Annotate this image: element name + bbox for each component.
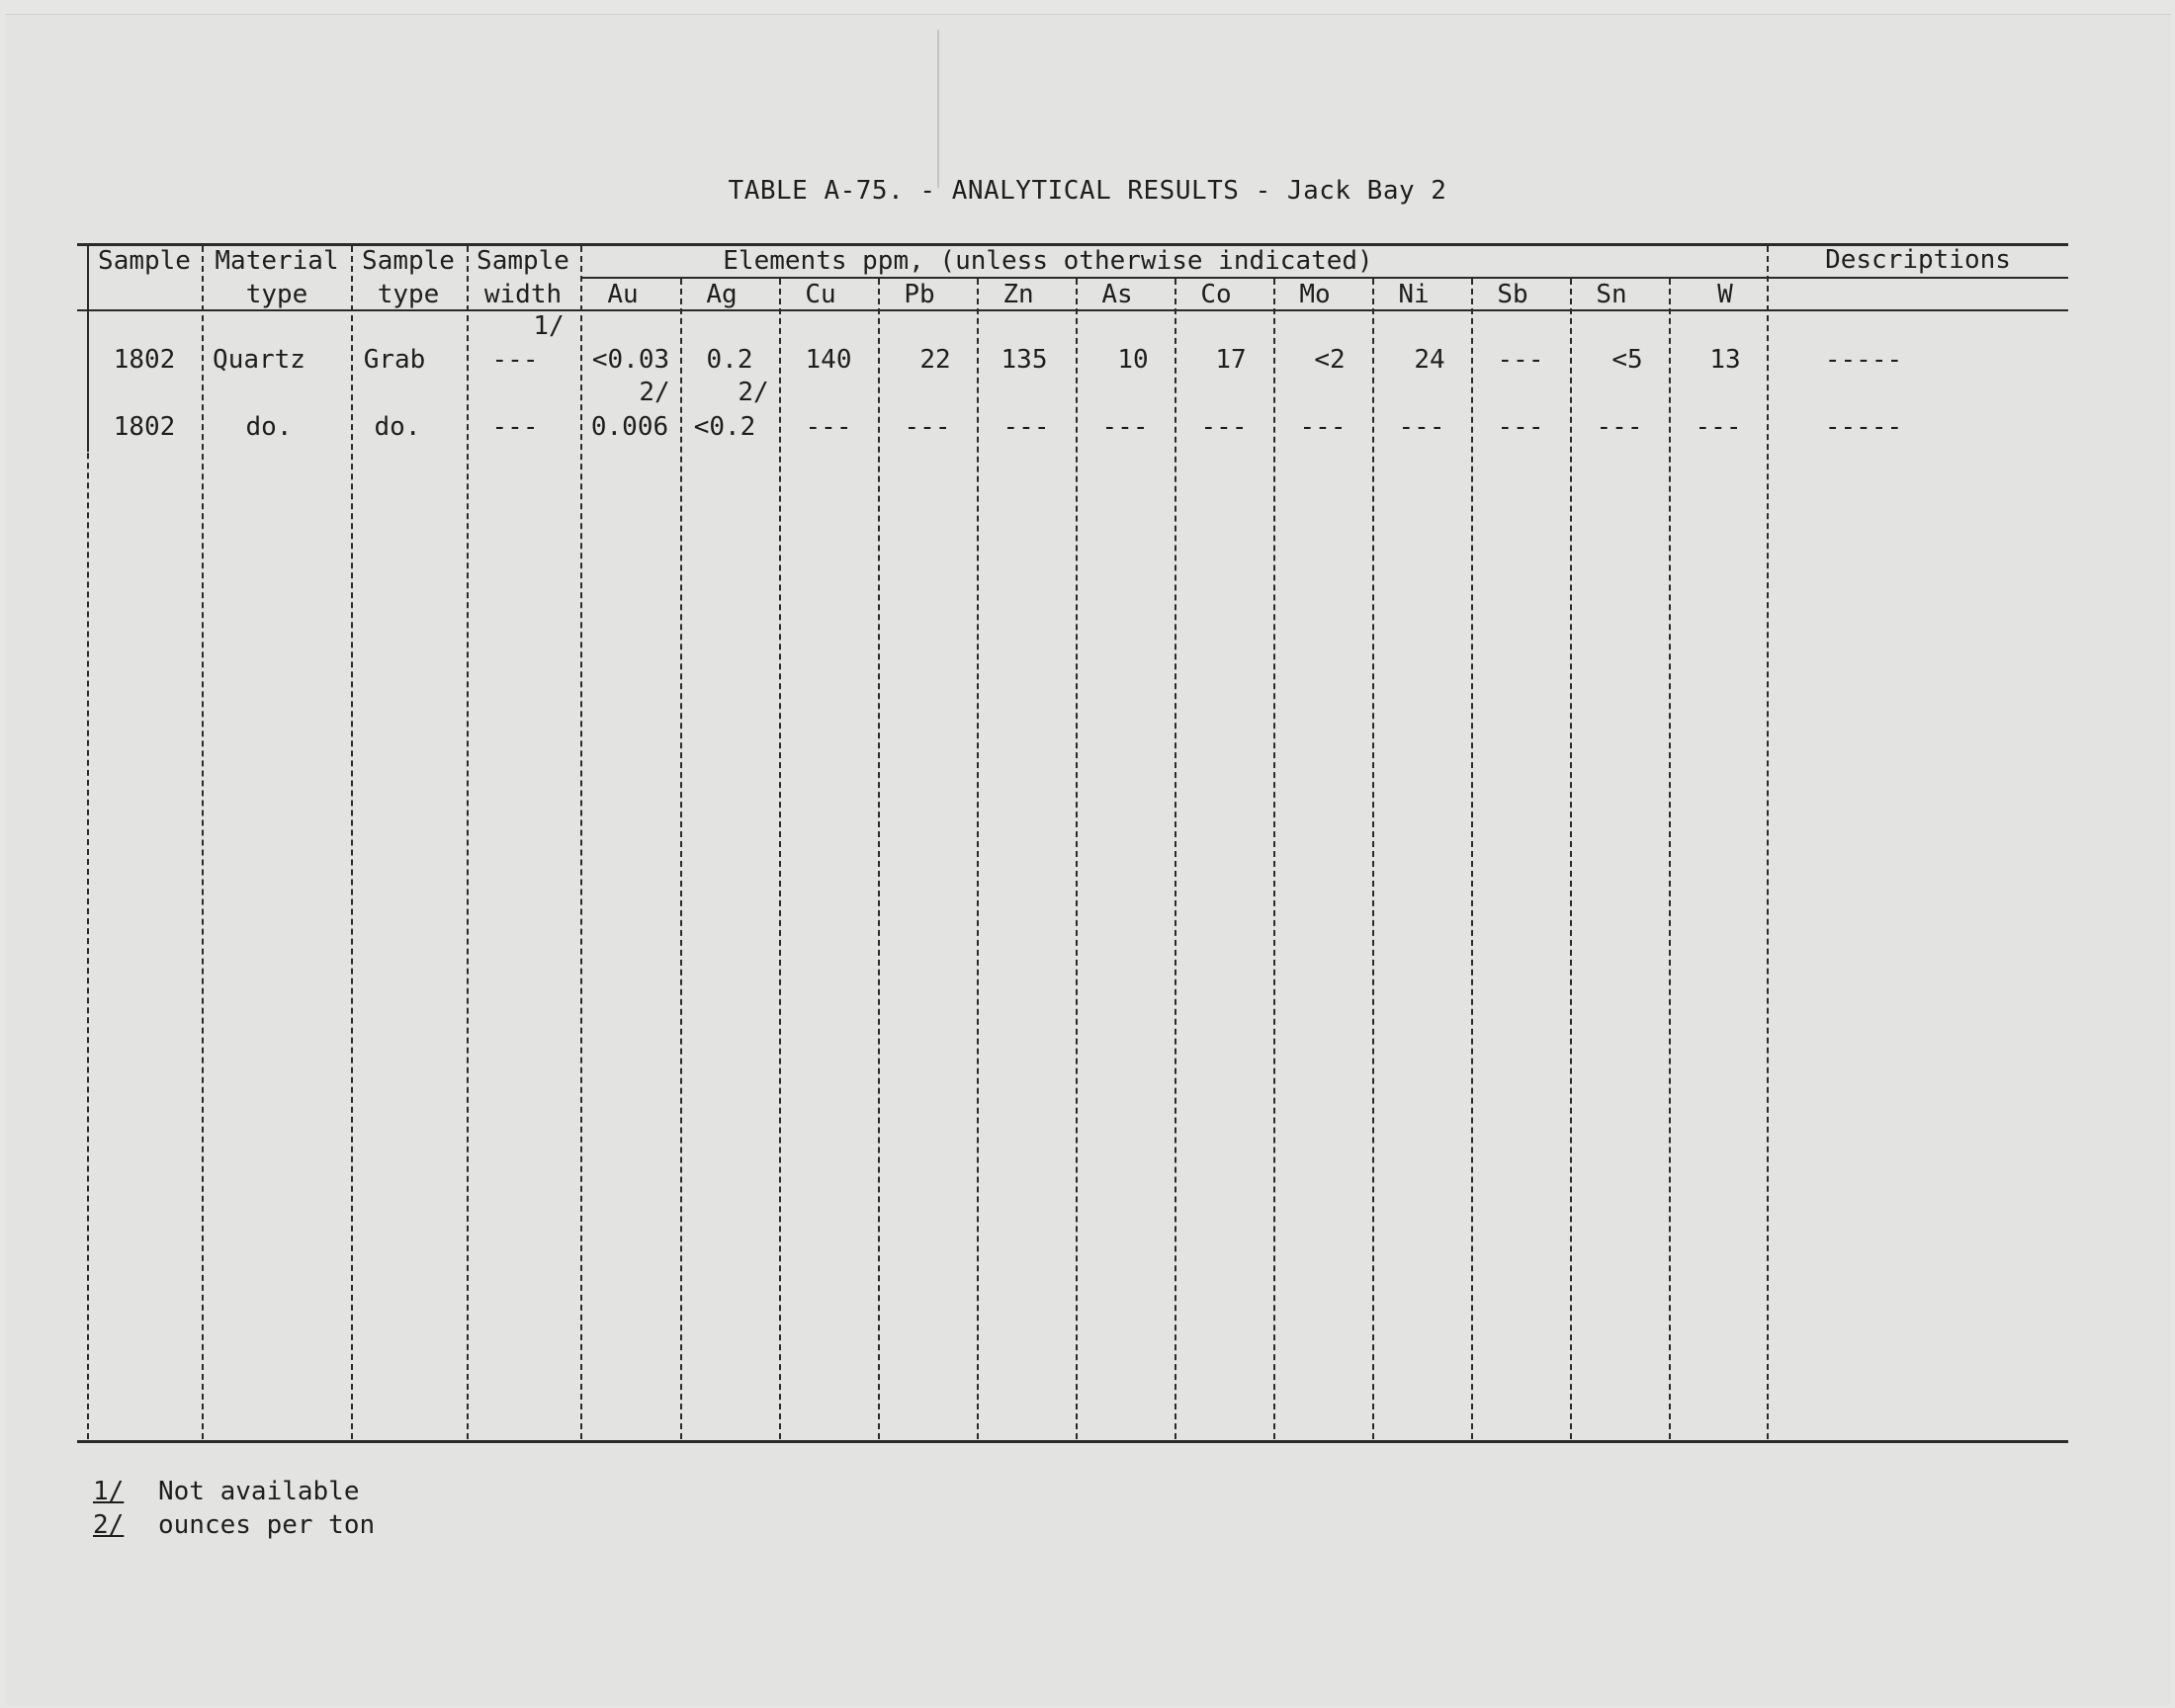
footnote-ref-2-au: 2/ xyxy=(639,378,670,407)
row2-sample-type: do. xyxy=(374,412,421,442)
row2-co: --- xyxy=(1200,412,1248,442)
col-divider xyxy=(1570,279,1572,1439)
col-divider xyxy=(779,279,781,1439)
table-title: TABLE A-75. - ANALYTICAL RESULTS - Jack Bay 2 xyxy=(728,176,1447,206)
row1-mo: <2 xyxy=(1314,345,1346,375)
header-element-ag: Ag xyxy=(706,280,738,309)
row2-width: --- xyxy=(491,412,539,442)
row2-as: --- xyxy=(1101,412,1149,442)
header-element-as: As xyxy=(1101,280,1133,309)
col-divider xyxy=(467,246,469,1439)
row2-ni: --- xyxy=(1398,412,1445,442)
row1-as: 10 xyxy=(1117,345,1149,375)
header-descriptions: Descriptions xyxy=(1825,245,2011,275)
row1-description: ----- xyxy=(1824,345,1903,375)
row1-material: Quartz xyxy=(213,345,305,375)
header-element-cu: Cu xyxy=(805,280,836,309)
row2-w: --- xyxy=(1695,412,1742,442)
row2-sample: 1802 xyxy=(113,412,176,442)
header-element-w: W xyxy=(1717,280,1733,309)
header-sample-type-sub: type xyxy=(377,280,440,309)
row1-sb: --- xyxy=(1497,345,1544,375)
header-material-sub: type xyxy=(245,280,308,309)
footnote-1-mark: 1/ xyxy=(93,1477,125,1506)
row2-cu: --- xyxy=(805,412,852,442)
header-bottom-rule xyxy=(77,309,2068,311)
col-divider xyxy=(351,246,353,1439)
row2-sb: --- xyxy=(1497,412,1544,442)
col-divider xyxy=(1174,279,1176,1439)
header-element-pb: Pb xyxy=(904,280,935,309)
footnote-ref-1: 1/ xyxy=(533,311,565,341)
col-divider xyxy=(680,279,682,1439)
header-element-sn: Sn xyxy=(1596,280,1627,309)
col-divider xyxy=(1273,279,1275,1439)
footnote-2-mark: 2/ xyxy=(93,1510,125,1540)
header-element-au: Au xyxy=(607,280,639,309)
col-divider xyxy=(580,246,582,1439)
header-element-co: Co xyxy=(1200,280,1232,309)
header-element-mo: Mo xyxy=(1299,280,1331,309)
col-divider xyxy=(87,314,89,1439)
header-sample-width: Sample xyxy=(477,246,569,276)
col-divider xyxy=(878,279,880,1439)
row1-ag: 0.2 xyxy=(706,345,753,375)
row1-pb: 22 xyxy=(919,345,951,375)
row1-sample: 1802 xyxy=(113,345,176,375)
row1-cu: 140 xyxy=(805,345,852,375)
row1-sample-type: Grab xyxy=(363,345,426,375)
row1-zn: 135 xyxy=(1000,345,1048,375)
col-divider xyxy=(1471,279,1473,1439)
footnote-2-text: ounces per ton xyxy=(158,1510,376,1540)
elements-group-rule xyxy=(581,277,2068,279)
row2-mo: --- xyxy=(1299,412,1347,442)
row1-sn: <5 xyxy=(1611,345,1643,375)
header-element-ni: Ni xyxy=(1398,280,1430,309)
header-sample-type: Sample xyxy=(362,246,455,276)
footnote-ref-2-ag: 2/ xyxy=(738,378,769,407)
row1-au: <0.03 xyxy=(591,345,670,375)
header-elements-group: Elements ppm, (unless otherwise indicated) xyxy=(723,246,1373,276)
header-element-zn: Zn xyxy=(1002,280,1034,309)
row1-co: 17 xyxy=(1215,345,1247,375)
table-bottom-rule xyxy=(77,1440,2068,1443)
header-sample-width-sub: width xyxy=(483,280,563,309)
header-element-sb: Sb xyxy=(1497,280,1528,309)
row1-w: 13 xyxy=(1709,345,1741,375)
page-crease xyxy=(937,30,939,188)
col-divider xyxy=(202,246,204,1439)
col-divider xyxy=(1372,279,1374,1439)
row2-description: ----- xyxy=(1824,412,1903,442)
row2-sn: --- xyxy=(1596,412,1643,442)
col-divider xyxy=(1669,279,1671,1439)
row2-pb: --- xyxy=(904,412,951,442)
row1-ni: 24 xyxy=(1414,345,1445,375)
header-material: Material xyxy=(215,246,339,276)
footnote-1-text: Not available xyxy=(158,1477,360,1506)
row2-material: do. xyxy=(245,412,293,442)
col-divider xyxy=(1076,279,1078,1439)
row2-zn: --- xyxy=(1002,412,1050,442)
col-divider xyxy=(977,279,979,1439)
row2-ag: <0.2 xyxy=(693,412,756,442)
col-divider xyxy=(1767,246,1769,1439)
row2-au: 0.006 xyxy=(590,412,669,442)
header-sample: Sample xyxy=(98,246,191,276)
row1-width: --- xyxy=(491,345,539,375)
